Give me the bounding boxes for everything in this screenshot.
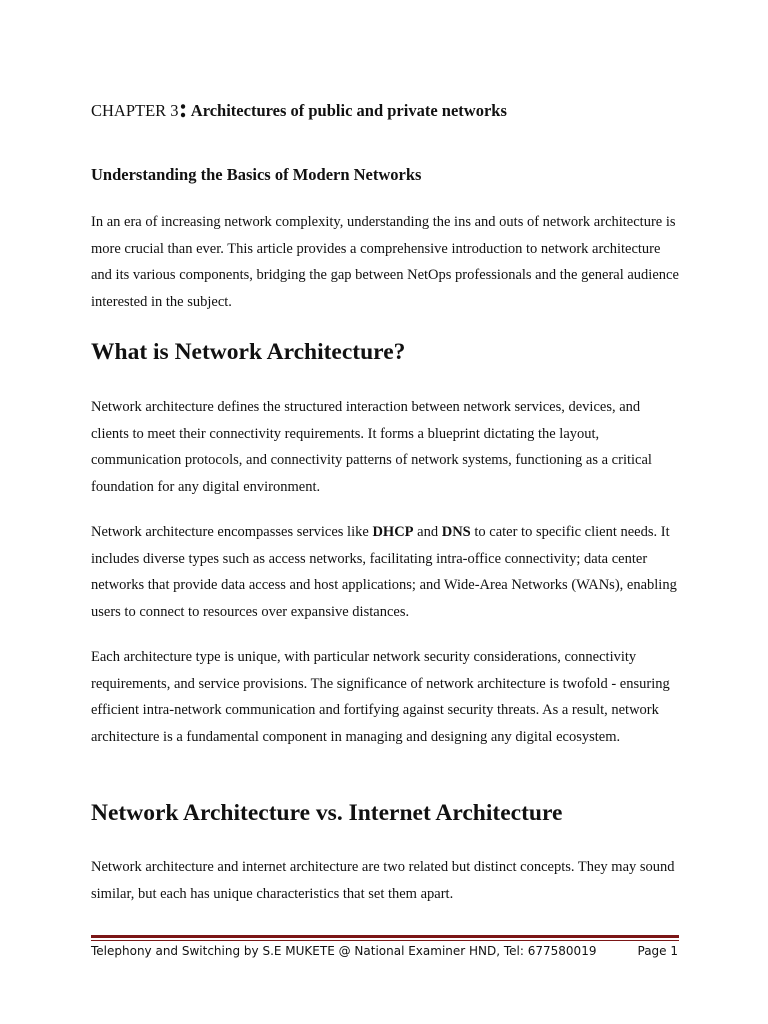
chapter-separator: :	[178, 93, 188, 123]
paragraph-services-text-3: to cater to specific client needs. It includes diverse types such as access networks, facilitating intra-office connectivity; data center networks that provide data access and host applications; and Wide-Area Networks (WANs), enabling users to connect to resources over expansive distances.	[91, 524, 677, 620]
footer-credit: Telephony and Switching by S.E MUKETE @ National Examiner HND, Tel: 677580019	[91, 944, 597, 958]
section-heading-vs: Network Architecture vs. Internet Architecture	[91, 800, 563, 826]
section-heading-what-is: What is Network Architecture?	[91, 339, 406, 365]
footer-rule-thin	[91, 940, 679, 941]
paragraph-definition: Network architecture defines the structured interaction between network services, devices, and clients to meet their connectivity requirements. It forms a blueprint dictating the layout, communication protocols, and connectivity patterns of network systems, functioning as a critical foundation for any digital environment.	[91, 399, 652, 495]
page-number: Page 1	[637, 944, 678, 958]
chapter-title-text: Architectures of public and private networks	[187, 101, 507, 120]
paragraph-services-text-1: Network architecture encompasses services like	[91, 524, 373, 540]
paragraph-significance: Each architecture type is unique, with particular network security considerations, connectivity requirements, and service provisions. The significance of network architecture is twofold - ensuring efficient intra-network communication and fortifying against security threats. As a result, network architecture is a fundamental component in managing and designing any digital ecosystem.	[91, 649, 670, 745]
dhcp-term: DHCP	[372, 524, 414, 540]
chapter-label: CHAPTER 3	[91, 101, 179, 120]
dns-term: DNS	[441, 524, 471, 540]
intro-paragraph: In an era of increasing network complexity, understanding the ins and outs of network architecture is more crucial than ever. This article provides a comprehensive introduction to network architecture and its various components, bridging the gap between NetOps professionals and the general audience interested in the subject.	[91, 214, 679, 310]
paragraph-comparison: Network architecture and internet architecture are two related but distinct concepts. They may sound similar, but each has unique characteristics that set them apart.	[91, 859, 675, 902]
paragraph-services-text-2: and	[413, 524, 442, 540]
section-subtitle: Understanding the Basics of Modern Networks	[91, 165, 422, 184]
chapter-title	[91, 93, 507, 123]
paragraph-services	[91, 519, 681, 625]
footer-rule-thick	[91, 935, 679, 938]
